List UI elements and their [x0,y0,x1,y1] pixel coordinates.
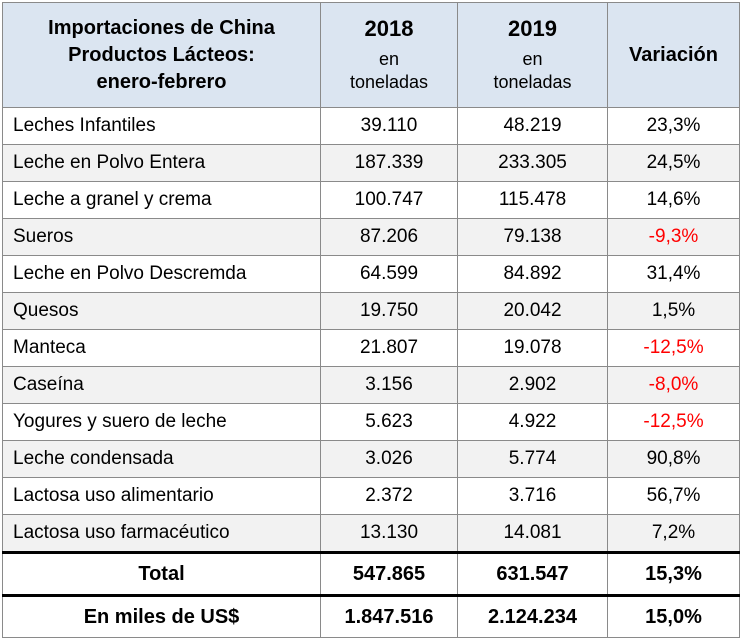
total-value-2018: 547.865 [321,553,458,596]
row-label: Yogures y suero de leche [3,404,321,441]
header-year-2019-sub1: en [522,48,543,69]
header-variation-label: Variación [629,43,718,66]
row-value-2018: 3.026 [321,441,458,478]
row-value-2019: 233.305 [458,145,608,182]
row-value-2019: 48.219 [458,108,608,145]
table-row [3,367,740,404]
row-variation: 23,3% [608,108,740,145]
row-value-2019: 5.774 [458,441,608,478]
row-value-2018: 19.750 [321,293,458,330]
row-label: Leche en Polvo Descremda [3,256,321,293]
value-usd-variation: 15,0% [608,596,740,638]
row-value-2019: 20.042 [458,293,608,330]
row-variation: -12,5% [608,404,740,441]
row-variation: 7,2% [608,515,740,553]
row-value-2019: 84.892 [458,256,608,293]
row-value-2018: 64.599 [321,256,458,293]
row-value-2019: 79.138 [458,219,608,256]
table-row [3,515,740,553]
row-label: Leche en Polvo Entera [3,145,321,182]
total-variation: 15,3% [608,553,740,596]
header-year-2019 [458,3,608,108]
row-variation: -8,0% [608,367,740,404]
value-usd-row [3,596,740,638]
row-value-2019: 3.716 [458,478,608,515]
row-variation: 56,7% [608,478,740,515]
row-value-2019: 4.922 [458,404,608,441]
total-label: Total [3,553,321,596]
row-label: Quesos [3,293,321,330]
row-value-2019: 115.478 [458,182,608,219]
value-usd-label: En miles de US$ [3,596,321,638]
row-label: Lactosa uso farmacéutico [3,515,321,553]
row-label: Caseína [3,367,321,404]
row-label: Lactosa uso alimentario [3,478,321,515]
row-variation: 24,5% [608,145,740,182]
row-variation: 90,8% [608,441,740,478]
table-row [3,441,740,478]
row-value-2018: 187.339 [321,145,458,182]
table-row [3,256,740,293]
row-value-2019: 2.902 [458,367,608,404]
total-row [3,553,740,596]
header-year-2018-value: 2018 [364,16,414,42]
row-variation: 1,5% [608,293,740,330]
table-row [3,478,740,515]
table-row [3,293,740,330]
row-variation: 14,6% [608,182,740,219]
header-year-2019-sub2: toneladas [493,72,572,93]
table-body [3,108,740,638]
row-value-2019: 19.078 [458,330,608,367]
value-usd-2018: 1.847.516 [321,596,458,638]
row-label: Manteca [3,330,321,367]
header-year-2018 [321,3,458,108]
row-value-2018: 5.623 [321,404,458,441]
row-variation: 31,4% [608,256,740,293]
row-value-2018: 39.110 [321,108,458,145]
row-label: Leche a granel y crema [3,182,321,219]
row-value-2019: 14.081 [458,515,608,553]
row-label: Leche condensada [3,441,321,478]
row-value-2018: 21.807 [321,330,458,367]
row-label: Leches Infantiles [3,108,321,145]
total-value-2019: 631.547 [458,553,608,596]
table-header [3,3,740,108]
header-year-2018-sub2: toneladas [349,72,429,93]
header-title-cell [3,3,321,108]
table-row [3,330,740,367]
row-value-2018: 87.206 [321,219,458,256]
row-value-2018: 2.372 [321,478,458,515]
row-value-2018: 13.130 [321,515,458,553]
imports-table [2,2,740,638]
row-value-2018: 3.156 [321,367,458,404]
row-variation: -12,5% [608,330,740,367]
table-row [3,404,740,441]
row-variation: -9,3% [608,219,740,256]
row-value-2018: 100.747 [321,182,458,219]
header-variation [608,3,740,108]
table-row [3,108,740,145]
header-row [3,3,740,108]
table-row [3,145,740,182]
table-row [3,219,740,256]
value-usd-2019: 2.124.234 [458,596,608,638]
header-title-line-1: Importaciones de China [48,16,275,39]
header-year-2019-value: 2019 [508,16,557,42]
header-title-line-2: Productos Lácteos: [68,43,255,66]
header-title-line-3: enero-febrero [96,70,227,93]
table-row [3,182,740,219]
row-label: Sueros [3,219,321,256]
header-year-2018-sub1: en [378,48,400,69]
